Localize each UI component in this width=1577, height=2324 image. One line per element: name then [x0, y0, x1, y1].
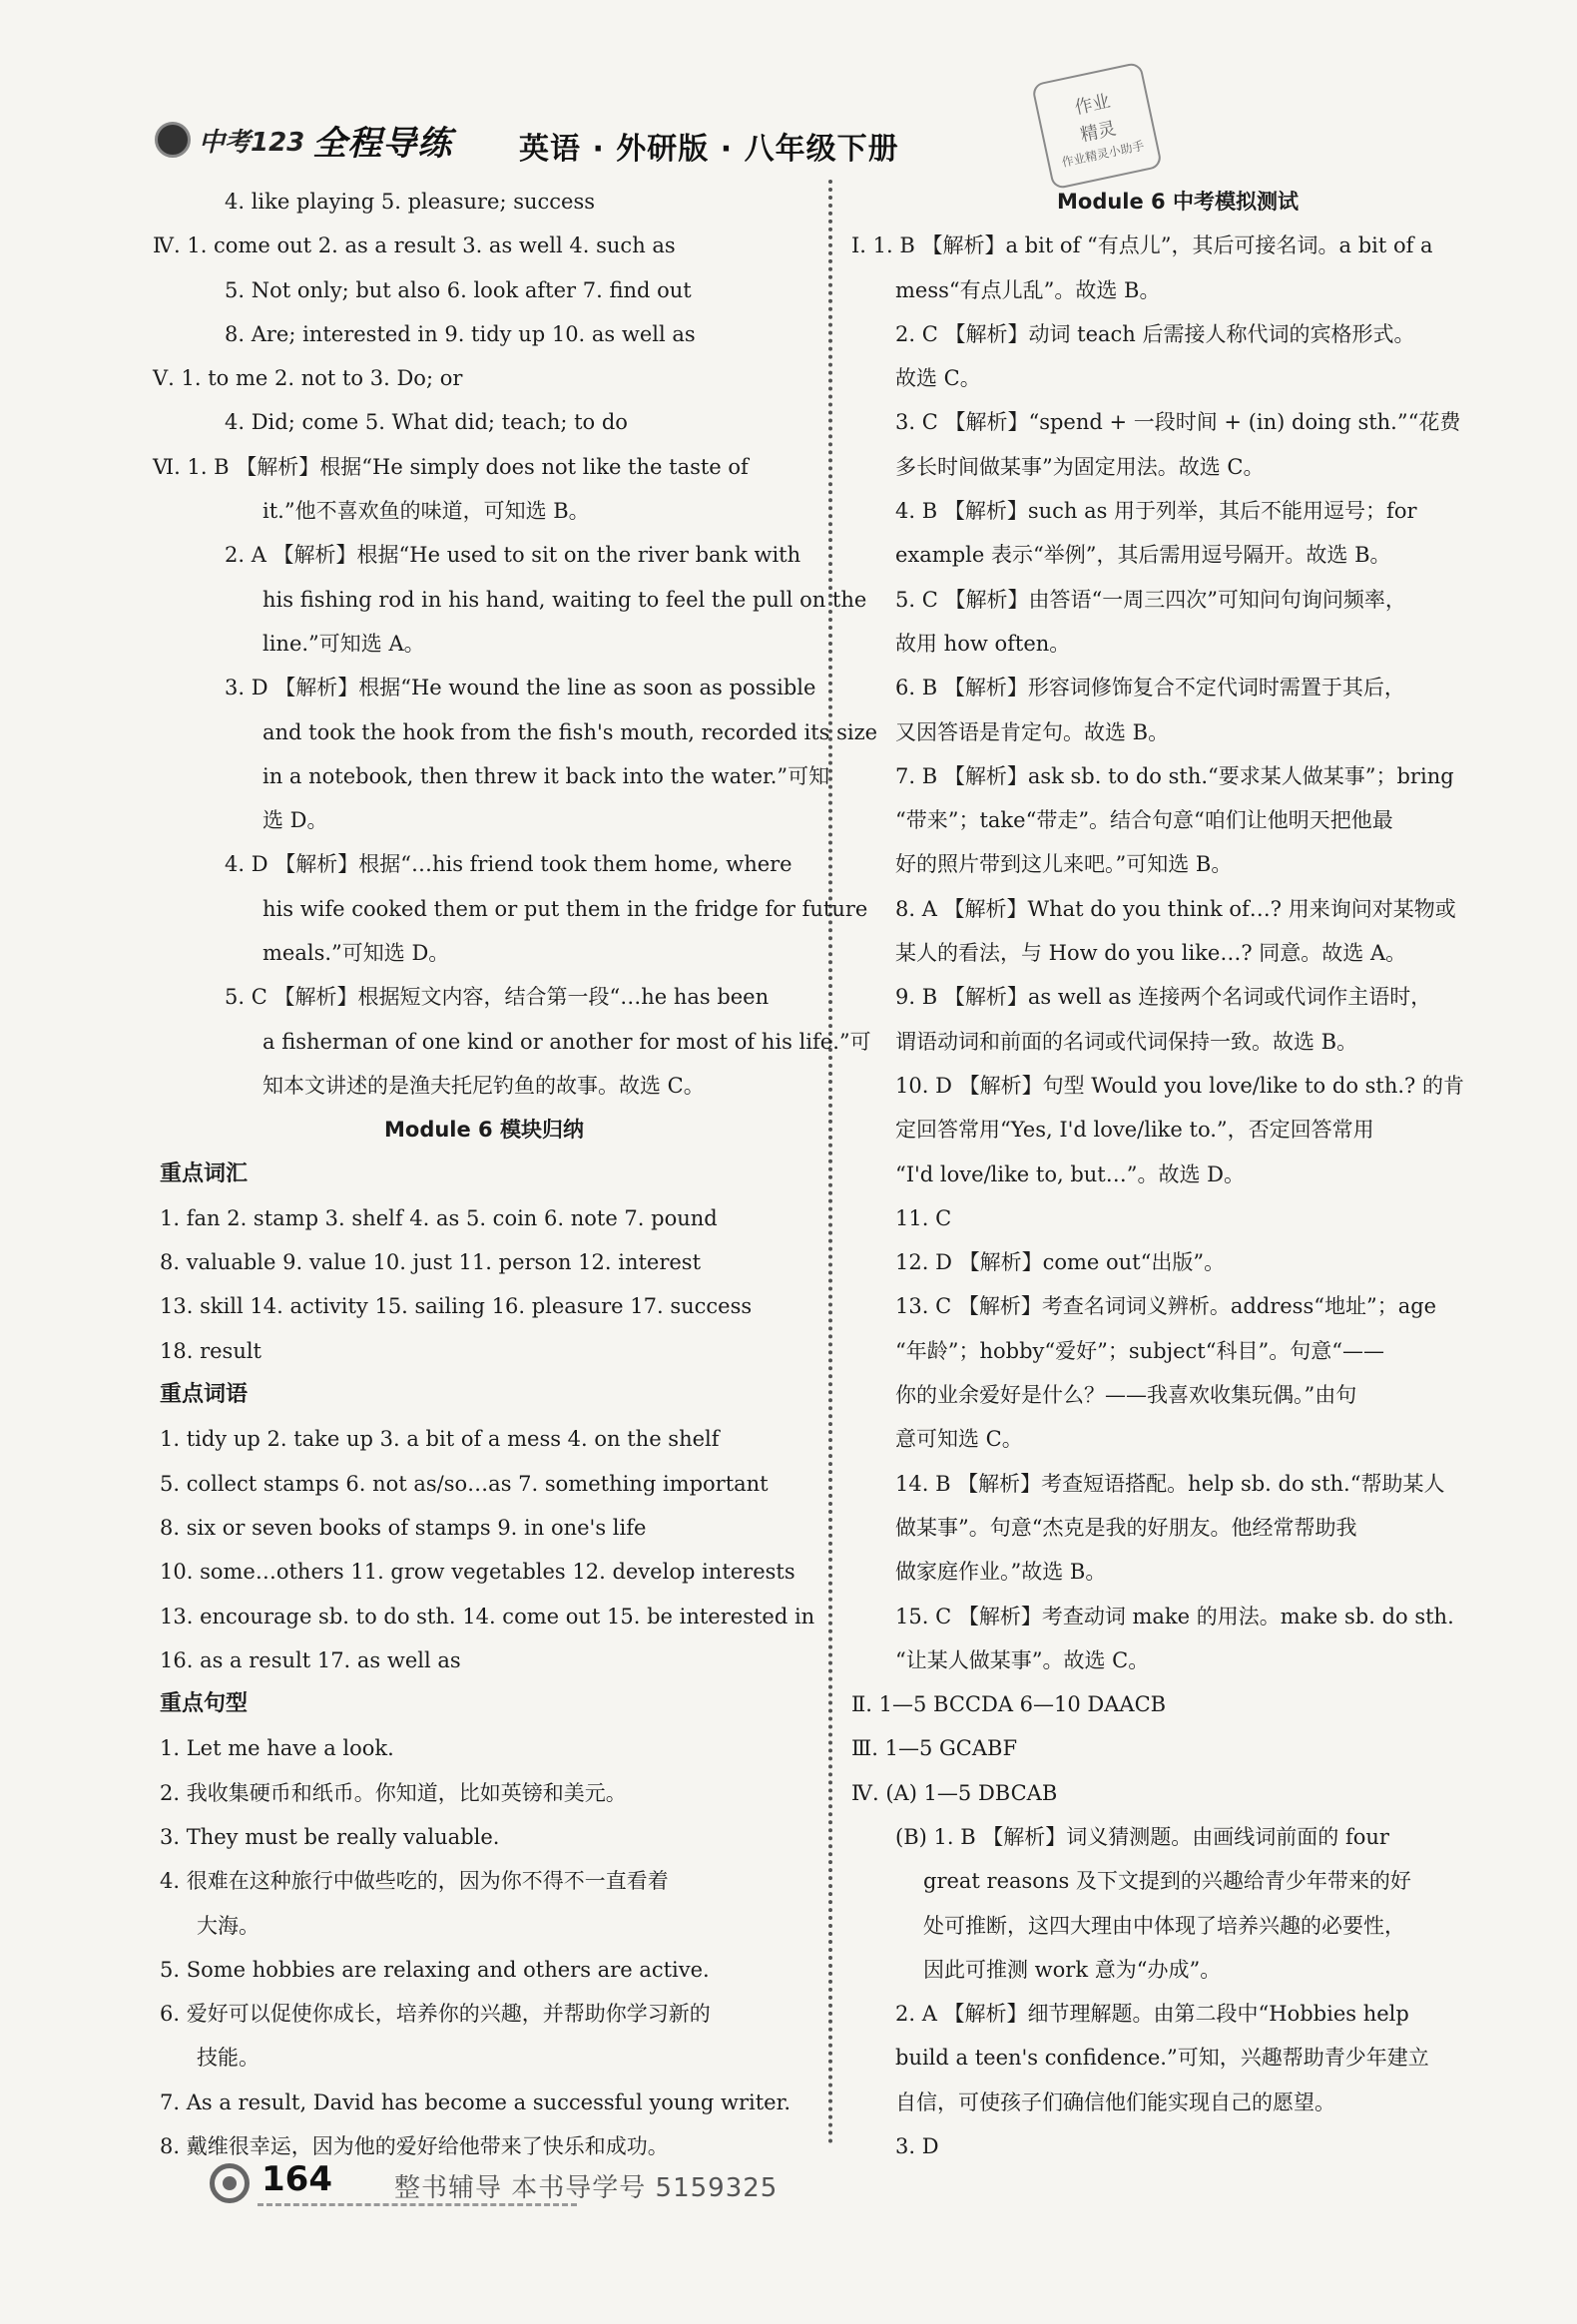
answer-line: 8. six or seven books of stamps 9. in one's life	[160, 1515, 647, 1540]
answer-line: 谓语动词和前面的名词或代词保持一致。故选 B。	[895, 1029, 1358, 1054]
answer-line: 3. They must be really valuable.	[160, 1824, 500, 1849]
answer-line: Ⅴ. 1. to me 2. not to 3. Do; or	[153, 366, 463, 391]
answer-line: 6. 爱好可以促使你成长，培养你的兴趣，并帮助你学习新的	[160, 2002, 711, 2027]
answer-line: 5. collect stamps 6. not as/so…as 7. something important	[160, 1471, 769, 1496]
answer-line: and took the hook from the fish's mouth, recorded its size	[263, 719, 878, 744]
section-heading: 重点句型	[160, 1691, 249, 1717]
answer-line: 因此可推测 work 意为“办成”。	[923, 1957, 1222, 1982]
answer-line: 意可知选 C。	[895, 1427, 1023, 1452]
answer-line: 2. 我收集硬币和纸币。你知道，比如英镑和美元。	[160, 1780, 627, 1805]
answer-line: 9. B 【解析】as well as 连接两个名词或代词作主语时，	[895, 985, 1432, 1010]
footer-text: 整书辅导 本书导学号 5159325	[394, 2173, 779, 2203]
answer-line: 5. Not only; but also 6. look after 7. find out	[225, 277, 692, 302]
answer-line: Ⅳ. (A) 1—5 DBCAB	[851, 1780, 1058, 1805]
answer-line: great reasons 及下文提到的兴趣给青少年带来的好	[923, 1869, 1411, 1894]
answer-line: 2. A 【解析】细节理解题。由第二段中“Hobbies help	[895, 2002, 1409, 2027]
answer-line: 10. some…others 11. grow vegetables 12. develop interests	[160, 1560, 795, 1585]
answer-line: “让某人做某事”。故选 C。	[895, 1647, 1150, 1672]
stamp-mid: 精灵	[1078, 117, 1119, 146]
answer-line: 知本文讲述的是渔夫托尼钓鱼的故事。故选 C。	[263, 1073, 705, 1098]
page-circle-icon	[210, 2163, 250, 2203]
answer-line: 2. A 【解析】根据“He used to sit on the river bank with	[225, 543, 801, 568]
column-divider	[828, 180, 832, 2145]
answer-line: Ⅲ. 1—5 GCABF	[851, 1736, 1018, 1761]
answer-line: 3. C 【解析】“spend + 一段时间 + (in) doing sth.”“花费	[895, 410, 1461, 435]
answer-line: 6. B 【解析】形容词修饰复合不定代词时需置于其后，	[895, 676, 1405, 700]
answer-line: 14. B 【解析】考查短语搭配。help sb. do sth.“帮助某人	[895, 1471, 1445, 1496]
answer-line: 4. 很难在这种旅行中做些吃的，因为你不得不一直看着	[160, 1869, 669, 1894]
stamp-badge	[1031, 62, 1163, 191]
answer-line: 8. A 【解析】What do you think of…? 用来询问对某物或	[895, 896, 1456, 921]
answer-line: 自信，可使孩子们确信他们能实现自己的愿望。	[895, 2090, 1335, 2114]
answer-line: 3. D 【解析】根据“He wound the line as soon as possible	[225, 676, 816, 700]
section-heading: 重点词语	[160, 1382, 249, 1408]
answer-line: 7. B 【解析】ask sb. to do sth.“要求某人做某事”；bring	[895, 763, 1454, 788]
answer-line: line.”可知选 A。	[263, 631, 425, 656]
answer-line: 4. like playing 5. pleasure; success	[225, 190, 596, 214]
answer-line: (B) 1. B 【解析】词义猜测题。由画线词前面的 four	[895, 1824, 1389, 1849]
answer-line: 选 D。	[263, 808, 328, 833]
answer-line: 做某事”。句意“杰克是我的好朋友。他经常帮助我	[895, 1515, 1357, 1540]
answer-line: 故选 C。	[895, 366, 981, 391]
answer-line: 1. Let me have a look.	[160, 1736, 394, 1761]
answer-line: 3. D	[895, 2134, 939, 2159]
left-column	[153, 180, 878, 2168]
answer-line: 4. B 【解析】such as 用于列举，其后不能用逗号；for	[895, 499, 1417, 524]
logo-icon	[155, 122, 191, 158]
section-heading: 重点词汇	[160, 1161, 249, 1186]
answer-line: Ⅰ. 1. B 【解析】a bit of “有点儿”，其后可接名词。a bit of a	[851, 233, 1433, 258]
answer-line: 4. Did; come 5. What did; teach; to do	[225, 410, 628, 435]
answer-line: 多长时间做某事”为固定用法。故选 C。	[895, 454, 1265, 479]
answer-line: 5. C 【解析】根据短文内容，结合第一段“…he has been	[225, 985, 770, 1010]
answer-line: 8. 戴维很幸运，因为他的爱好给他带来了快乐和成功。	[160, 2134, 669, 2159]
answer-line: example 表示“举例”，其后需用逗号隔开。故选 B。	[895, 543, 1391, 568]
stamp-top: 作业	[1072, 90, 1113, 119]
answer-line: 10. D 【解析】句型 Would you love/like to do sth.? 的肯	[895, 1073, 1464, 1098]
answer-line: 处可推断，这四大理由中体现了培养兴趣的必要性，	[923, 1913, 1405, 1938]
brand-logo	[155, 118, 452, 162]
answer-line: 又因答语是肯定句。故选 B。	[895, 719, 1170, 744]
answer-line: 18. result	[160, 1338, 262, 1363]
answer-line: 16. as a result 17. as well as	[160, 1647, 461, 1672]
answer-line: 4. D 【解析】根据“…his friend took them home, where	[225, 852, 792, 877]
answer-line: his wife cooked them or put them in the fridge for future	[263, 896, 868, 921]
answer-line: 8. valuable 9. value 10. just 11. person 12. interest	[160, 1250, 702, 1275]
answer-line: 技能。	[197, 2046, 260, 2071]
answer-line: 5. C 【解析】由答语“一周三四次”可知问句询问频率，	[895, 587, 1406, 612]
book-title: 英语 · 外研版 · 八年级下册	[519, 132, 899, 167]
stamp-bottom: 作业精灵小助手	[1060, 138, 1146, 170]
answer-line: 大海。	[197, 1913, 260, 1938]
answer-line: his fishing rod in his hand, waiting to feel the pull on the	[263, 587, 867, 612]
answer-line: 你的业余爱好是什么？——我喜欢收集玩偶。”由句	[895, 1383, 1357, 1408]
answer-line: 2. C 【解析】动词 teach 后需接人称代词的宾格形式。	[895, 321, 1415, 346]
answer-line: 8. Are; interested in 9. tidy up 10. as well as	[225, 321, 696, 346]
answer-line: 1. tidy up 2. take up 3. a bit of a mess 4. on the shelf	[160, 1427, 720, 1452]
answer-line: 定回答常用“Yes, I'd love/like to.”，否定回答常用	[895, 1118, 1374, 1143]
answer-line: 某人的看法，与 How do you like…? 同意。故选 A。	[895, 941, 1407, 966]
page-number: 164	[262, 2159, 332, 2199]
answer-line: 5. Some hobbies are relaxing and others are active.	[160, 1957, 710, 1982]
logo-small-text: 中考123	[199, 127, 305, 158]
answer-line: meals.”可知选 D。	[263, 941, 450, 966]
section-title: Module 6 模块归纳	[384, 1118, 584, 1143]
answer-line: 13. skill 14. activity 15. sailing 16. pleasure 17. success	[160, 1294, 753, 1319]
answer-line: 12. D 【解析】come out“出版”。	[895, 1250, 1226, 1275]
answer-line: Ⅳ. 1. come out 2. as a result 3. as well 4. such as	[153, 233, 676, 258]
answer-line: 好的照片带到这儿来吧。”可知选 B。	[895, 852, 1233, 877]
section-title: Module 6 中考模拟测试	[1057, 190, 1299, 214]
answer-line: Ⅵ. 1. B 【解析】根据“He simply does not like the taste of	[153, 454, 749, 479]
answer-line: 做家庭作业。”故选 B。	[895, 1560, 1107, 1585]
answer-line: 13. encourage sb. to do sth. 14. come out 15. be interested in	[160, 1604, 815, 1628]
logo-title: 全程导练	[312, 123, 453, 164]
answer-line: 1. fan 2. stamp 3. shelf 4. as 5. coin 6. note 7. pound	[160, 1205, 718, 1230]
right-column	[851, 180, 1497, 2168]
answer-line: 13. C 【解析】考查名词词义辨析。address“地址”；age	[895, 1294, 1437, 1319]
answer-line: “年龄”；hobby“爱好”；subject“科目”。句意“——	[895, 1338, 1384, 1363]
answer-line: mess“有点儿乱”。故选 B。	[895, 277, 1161, 302]
answer-line: it.”他不喜欢鱼的味道，可知选 B。	[263, 499, 590, 524]
answer-line: 故用 how often。	[895, 631, 1071, 656]
answer-line: 11. C	[895, 1205, 952, 1230]
answer-line: build a teen's confidence.”可知，兴趣帮助青少年建立	[895, 2046, 1429, 2071]
answer-line: “带来”；take“带走”。结合句意“咱们让他明天把他最	[895, 808, 1393, 833]
answer-line: in a notebook, then threw it back into the water.”可知	[263, 763, 830, 788]
answer-line: a fisherman of one kind or another for most of his life.”可	[263, 1029, 871, 1054]
page-footer	[210, 2155, 1008, 2215]
answer-line: Ⅱ. 1—5 BCCDA 6—10 DAACB	[851, 1692, 1167, 1717]
answer-line: 7. As a result, David has become a successful young writer.	[160, 2090, 791, 2114]
answer-line: 15. C 【解析】考查动词 make 的用法。make sb. do sth.	[895, 1604, 1454, 1628]
answer-line: “I'd love/like to, but…”。故选 D。	[895, 1162, 1245, 1186]
page-header	[155, 90, 1452, 180]
